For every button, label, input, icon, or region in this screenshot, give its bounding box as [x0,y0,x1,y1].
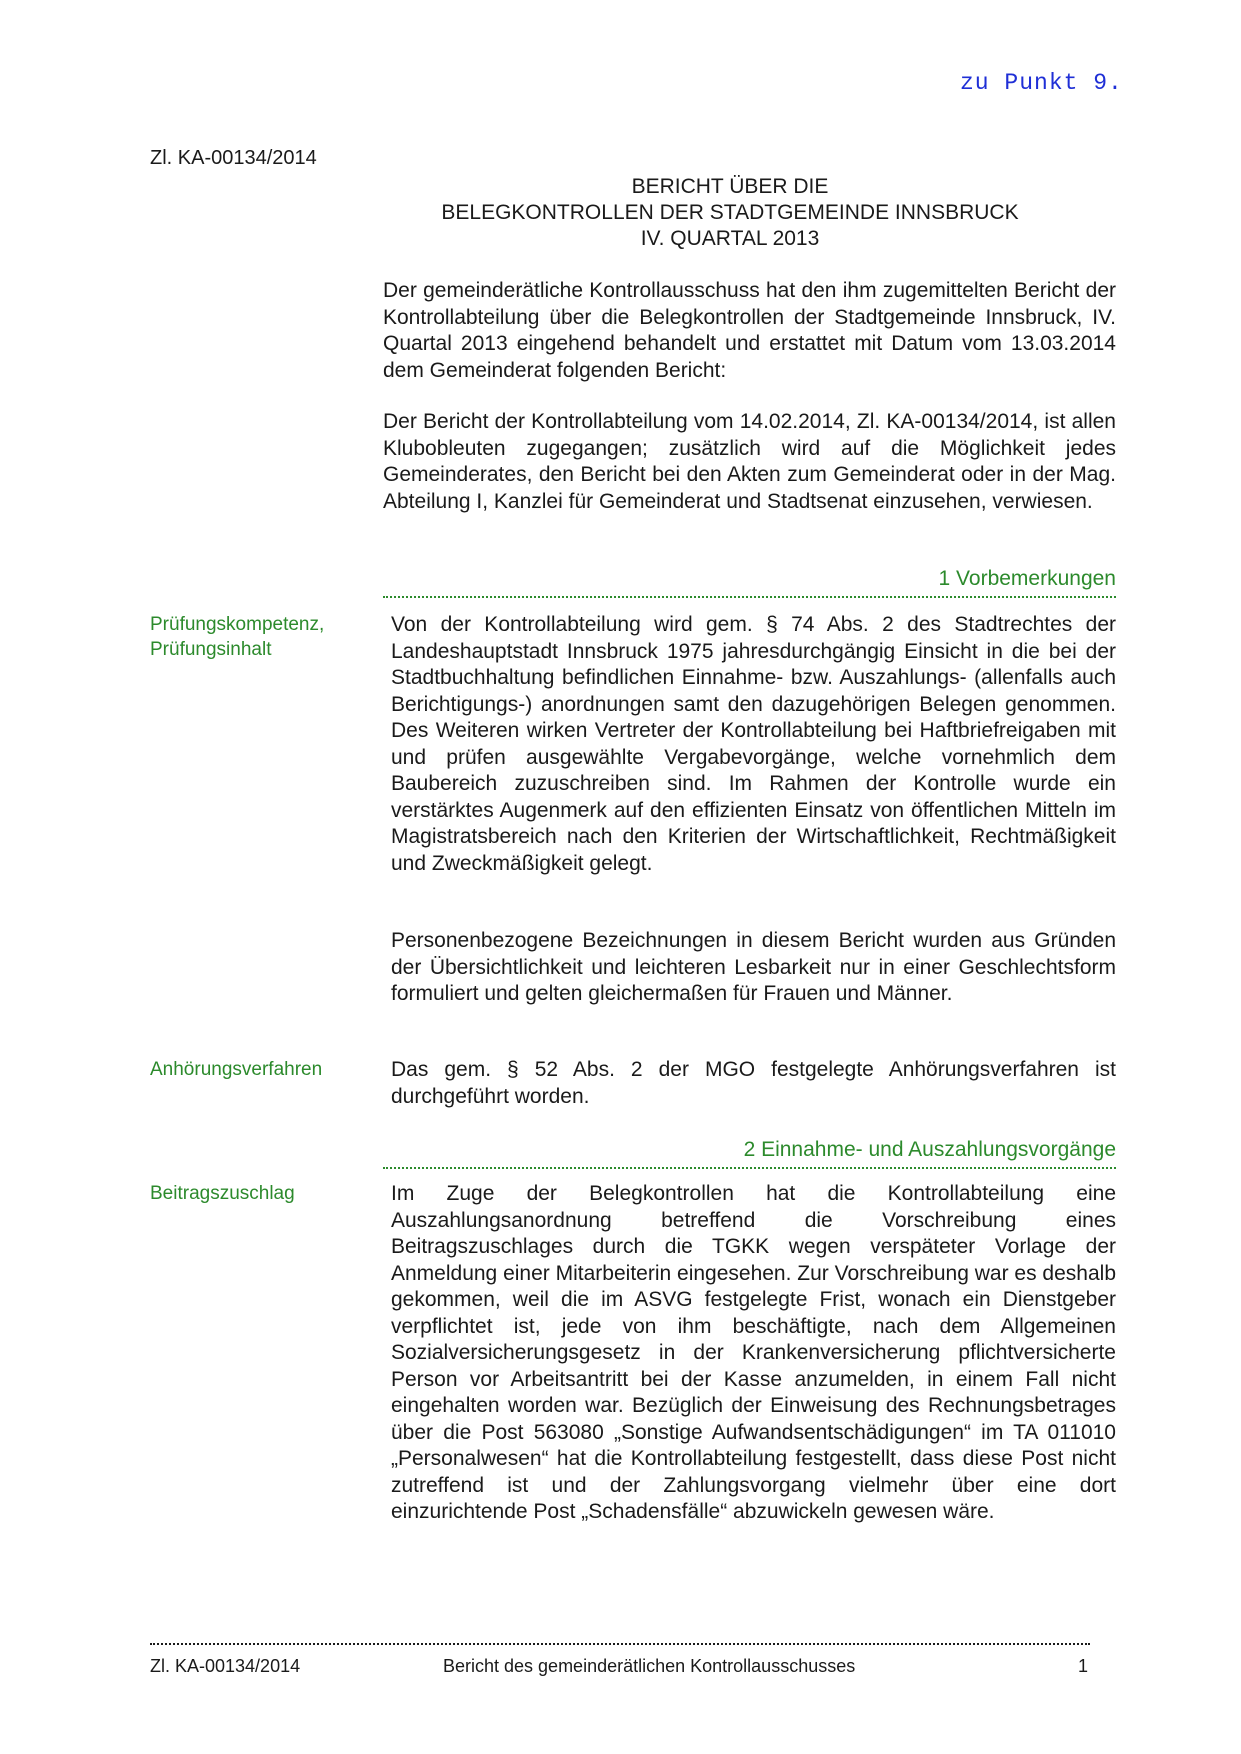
intro-paragraph-2: Der Bericht der Kontrollabteilung vom 14.02.2014, Zl. KA-00134/2014, ist allen Klubobleuten zugegangen; zusätzlich wird auf die Möglichkeit jedes Gemeinderates, den Bericht bei den Akten zum Gemeinderat oder in der Mag. Abteilung I, Kanzlei für Gemeinderat und Stadtsenat einzusehen, verwiesen. [383,410,1116,513]
margin-label-beitragszuschlag: Beitragszuschlag [150,1183,295,1204]
section-heading-einnahme-auszahlung: 2 Einnahme- und Auszahlungsvorgänge [383,1138,1116,1169]
section-heading-vorbemerkungen: 1 Vorbemerkungen [383,567,1116,598]
body-paragraph-personenbezogen: Personenbezogene Bezeichnungen in diesem Bericht wurden aus Gründen der Übersichtlichkeit und leichteren Lesbarkeit nur in einer Geschlechtsform formuliert und gelten gleichermaßen für Frauen und Männer. [391,929,1116,1005]
footer-title: Bericht des gemeinderätlichen Kontrollausschusses [443,1656,856,1676]
page-number: 1 [1078,1656,1089,1676]
file-reference: Zl. KA-00134/2014 [150,147,317,169]
title-line-2: BELEGKONTROLLEN DER STADTGEMEINDE INNSBRUCK [441,201,1019,224]
margin-label-anhoerungsverfahren: Anhörungsverfahren [150,1059,323,1080]
body-paragraph-anhoerung: Das gem. § 52 Abs. 2 der MGO festgelegte Anhörungsverfahren ist durchgeführt worden. [391,1058,1116,1108]
report-title [380,174,1080,252]
body-paragraph-beitragszuschlag: Im Zuge der Belegkontrollen hat die Kontrollabteilung eine Auszahlungsanordnung betreffend die Vorschreibung eines Beitragszuschlages durch die TGKK wegen verspäteter Vorlage der Anmeldung einer Mitarbeiterin eingesehen. Zur Vorschreibung war es deshalb gekommen, weil die im ASVG festgelegte Frist, wonach ein Dienstgeber verpflichtet ist, jede von ihm beschäftigte, nach dem Allgemeinen Sozialversicherungsgesetz in der Krankenversicherung pflichtversicherte Person vor Arbeitsantritt bei der Kasse anzumelden, in einem Fall nicht eingehalten worden war. Bezüglich der Einweisung des Rechnungsbetrages über die Post 563080 „Sonstige Aufwandsentschädigungen“ im TA 011010 „Personalwesen“ hat die Kontrollabteilung festgestellt, dass diese Post nicht zutreffend ist und der Zahlungsvorgang vielmehr über eine dort einzurichtende Post „Schadensfälle“ abzuwickeln gewesen wäre. [391,1182,1116,1523]
body-paragraph-pruefung: Von der Kontrollabteilung wird gem. § 74 Abs. 2 des Stadtrechtes der Landeshauptstadt Innsbruck 1975 jahresdurchgängig Einsicht in die bei der Stadtbuchhaltung befindlichen Einnahme- bzw. Auszahlungs- (allenfalls auch Berichtigungs-) anordnungen samt den dazugehörigen Belegen genommen. Des Weiteren wirken Vertreter der Kontrollabteilung bei Haftbriefreigaben mit und prüfen ausgewählte Vergabevorgänge, welche vornehmlich dem Baubereich zuzuschreiben sind. Im Rahmen der Kontrolle wurde ein verstärktes Augenmerk auf den effizienten Einsatz von öffentlichen Mitteln im Magistratsbereich nach den Kriterien der Wirtschaftlichkeit, Rechtmäßigkeit und Zweckmäßigkeit gelegt. [391,613,1116,875]
agenda-item-note: zu Punkt 9. [960,70,1123,96]
title-line-3: IV. QUARTAL 2013 [640,227,820,250]
intro-paragraph-1: Der gemeinderätliche Kontrollausschuss hat den ihm zugemittelten Bericht der Kontrollabteilung über die Belegkontrollen der Stadtgemeinde Innsbruck, IV. Quartal 2013 eingehend behandelt und erstattet mit Datum vom 13.03.2014 dem Gemeinderat folgenden Bericht: [383,279,1116,382]
footer-reference: Zl. KA-00134/2014 [150,1656,301,1676]
margin-label-pruefungskompetenz: Prüfungskompetenz, Prüfungsinhalt [150,614,325,660]
title-line-1: BERICHT ÜBER DIE [631,175,829,198]
footer-divider [150,1643,1090,1645]
